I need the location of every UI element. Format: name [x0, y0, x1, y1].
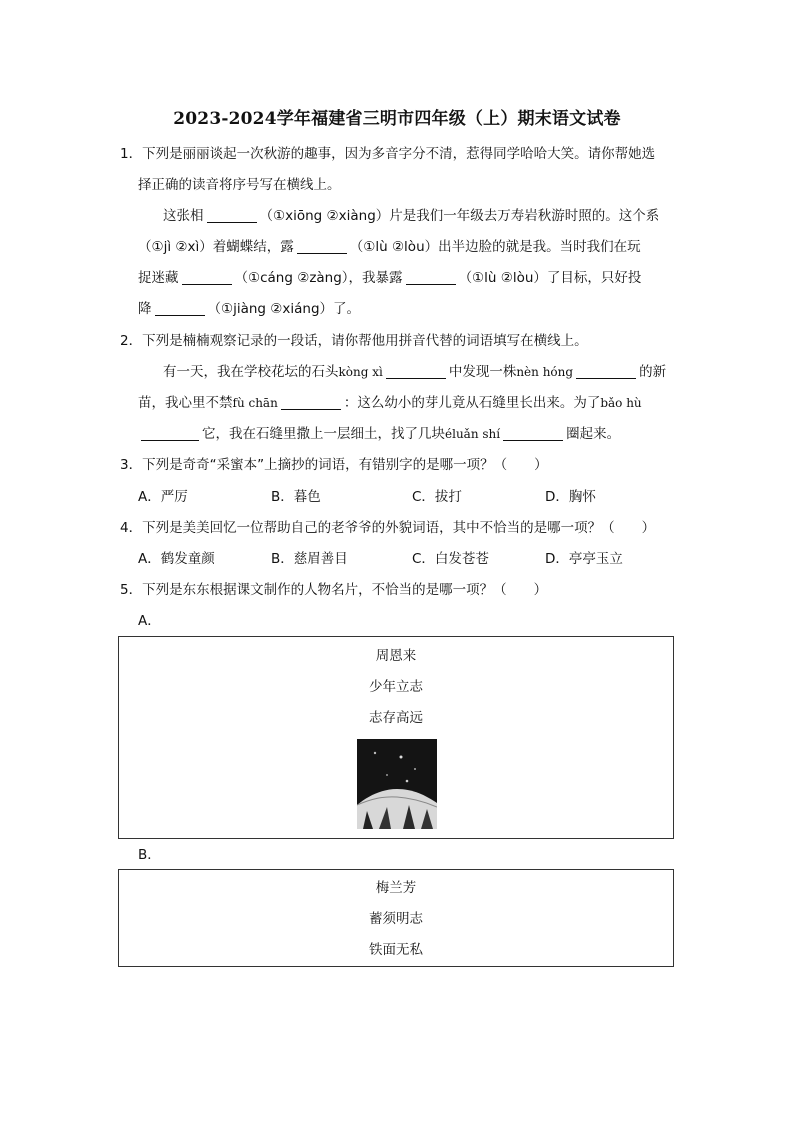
text-segment: ：这么幼小的芽儿竟从石缝里长出来。为了 — [343, 395, 601, 411]
answer-blank[interactable] — [576, 364, 636, 379]
question-2-paragraph-line-3 — [138, 424, 620, 444]
text-segment: （①jì ②xì）着蝴蝶结，露 — [138, 239, 294, 255]
answer-blank[interactable] — [503, 426, 563, 441]
text-segment: 圈起来。 — [566, 426, 621, 442]
option-c[interactable]: C．白发苍苍 — [412, 551, 489, 567]
question-3-prompt: 3．下列是奇奇“采蜜本”上摘抄的词语，有错别字的是哪一项？（ ） — [120, 457, 548, 473]
question-1-paragraph-line-3 — [138, 268, 641, 288]
portrait-photo — [357, 739, 437, 829]
text-segment: （①cáng ②zàng），我暴露 — [234, 270, 403, 286]
question-1-prompt-cont: 择正确的读音将序号写在横线上。 — [138, 177, 341, 193]
text-segment: 有一天，我在学校花坛的石头 — [163, 364, 339, 380]
pinyin-hint: bǎo hù — [600, 396, 642, 410]
text-segment: 的新 — [639, 364, 667, 380]
text-segment: 捉迷藏 — [138, 270, 179, 286]
pinyin-hint: kòng xì — [338, 365, 383, 379]
card-name: 梅兰芳 — [375, 880, 417, 896]
text-segment: 中发现一株 — [448, 364, 517, 380]
option-d[interactable]: D．亭亭玉立 — [545, 551, 623, 567]
card-line: 志存高远 — [369, 710, 423, 726]
text-segment: （①lù ②lòu）出半边脸的就是我。当时我们在玩 — [349, 239, 641, 255]
option-a[interactable]: A．鹤发童颜 — [138, 551, 215, 567]
option-b[interactable]: B．暮色 — [271, 489, 321, 505]
answer-blank[interactable] — [406, 270, 456, 285]
text-segment: （①lù ②lòu）了目标，只好投 — [458, 270, 642, 286]
option-b[interactable]: B．慈眉善目 — [271, 551, 348, 567]
card-line: 铁面无私 — [369, 942, 423, 958]
question-1-prompt: 1．下列是丽丽谈起一次秋游的趣事，因为多音字分不清，惹得同学哈哈大笑。请你帮她选 — [120, 146, 656, 162]
answer-blank[interactable] — [207, 208, 257, 223]
answer-blank[interactable] — [141, 426, 199, 441]
page-title: 2023-2024学年福建省三明市四年级（上）期末语文试卷 — [173, 109, 621, 129]
answer-blank[interactable] — [386, 364, 446, 379]
text-segment: 这张相 — [163, 208, 204, 224]
person-card-a — [118, 636, 674, 839]
question-2-prompt: 2．下列是楠楠观察记录的一段话，请你帮他用拼音代替的词语填写在横线上。 — [120, 333, 588, 349]
question-2-paragraph-line-2 — [138, 393, 642, 413]
question-1-paragraph-line-4 — [138, 299, 360, 319]
card-line: 蓄须明志 — [369, 911, 423, 927]
option-c[interactable]: C．拔打 — [412, 489, 462, 505]
pinyin-hint: nèn hóng — [516, 365, 574, 379]
card-line: 少年立志 — [369, 679, 423, 695]
question-2-paragraph-line-1 — [163, 362, 666, 382]
question-4-prompt: 4．下列是美美回忆一位帮助自己的老爷爷的外貌词语，其中不恰当的是哪一项？（ ） — [120, 520, 656, 536]
question-1-paragraph-line-2 — [138, 237, 641, 257]
text-segment: （①xiōng ②xiàng）片是我们一年级去万寿岩秋游时照的。这个系 — [259, 208, 660, 224]
answer-blank[interactable] — [182, 270, 232, 285]
option-a-label[interactable]: A． — [138, 613, 161, 629]
answer-blank[interactable] — [281, 395, 341, 410]
pinyin-hint: éluǎn shí — [445, 427, 501, 441]
question-5-prompt: 5．下列是东东根据课文制作的人物名片，不恰当的是哪一项？（ ） — [120, 582, 548, 598]
option-d[interactable]: D．胸怀 — [545, 489, 596, 505]
answer-blank[interactable] — [155, 301, 205, 316]
card-name: 周恩来 — [375, 648, 417, 664]
question-1-paragraph-line-1 — [163, 206, 659, 226]
option-b-label[interactable]: B． — [138, 847, 161, 863]
pinyin-hint: fù chān — [232, 396, 278, 410]
person-card-b — [118, 869, 674, 967]
answer-blank[interactable] — [297, 239, 347, 254]
text-segment: 降 — [138, 301, 152, 317]
text-segment: （①jiàng ②xiáng）了。 — [207, 301, 361, 317]
option-a[interactable]: A．严厉 — [138, 489, 188, 505]
text-segment: 苗，我心里不禁 — [138, 395, 233, 411]
text-segment: 它，我在石缝里撒上一层细土，找了几块 — [202, 426, 445, 442]
